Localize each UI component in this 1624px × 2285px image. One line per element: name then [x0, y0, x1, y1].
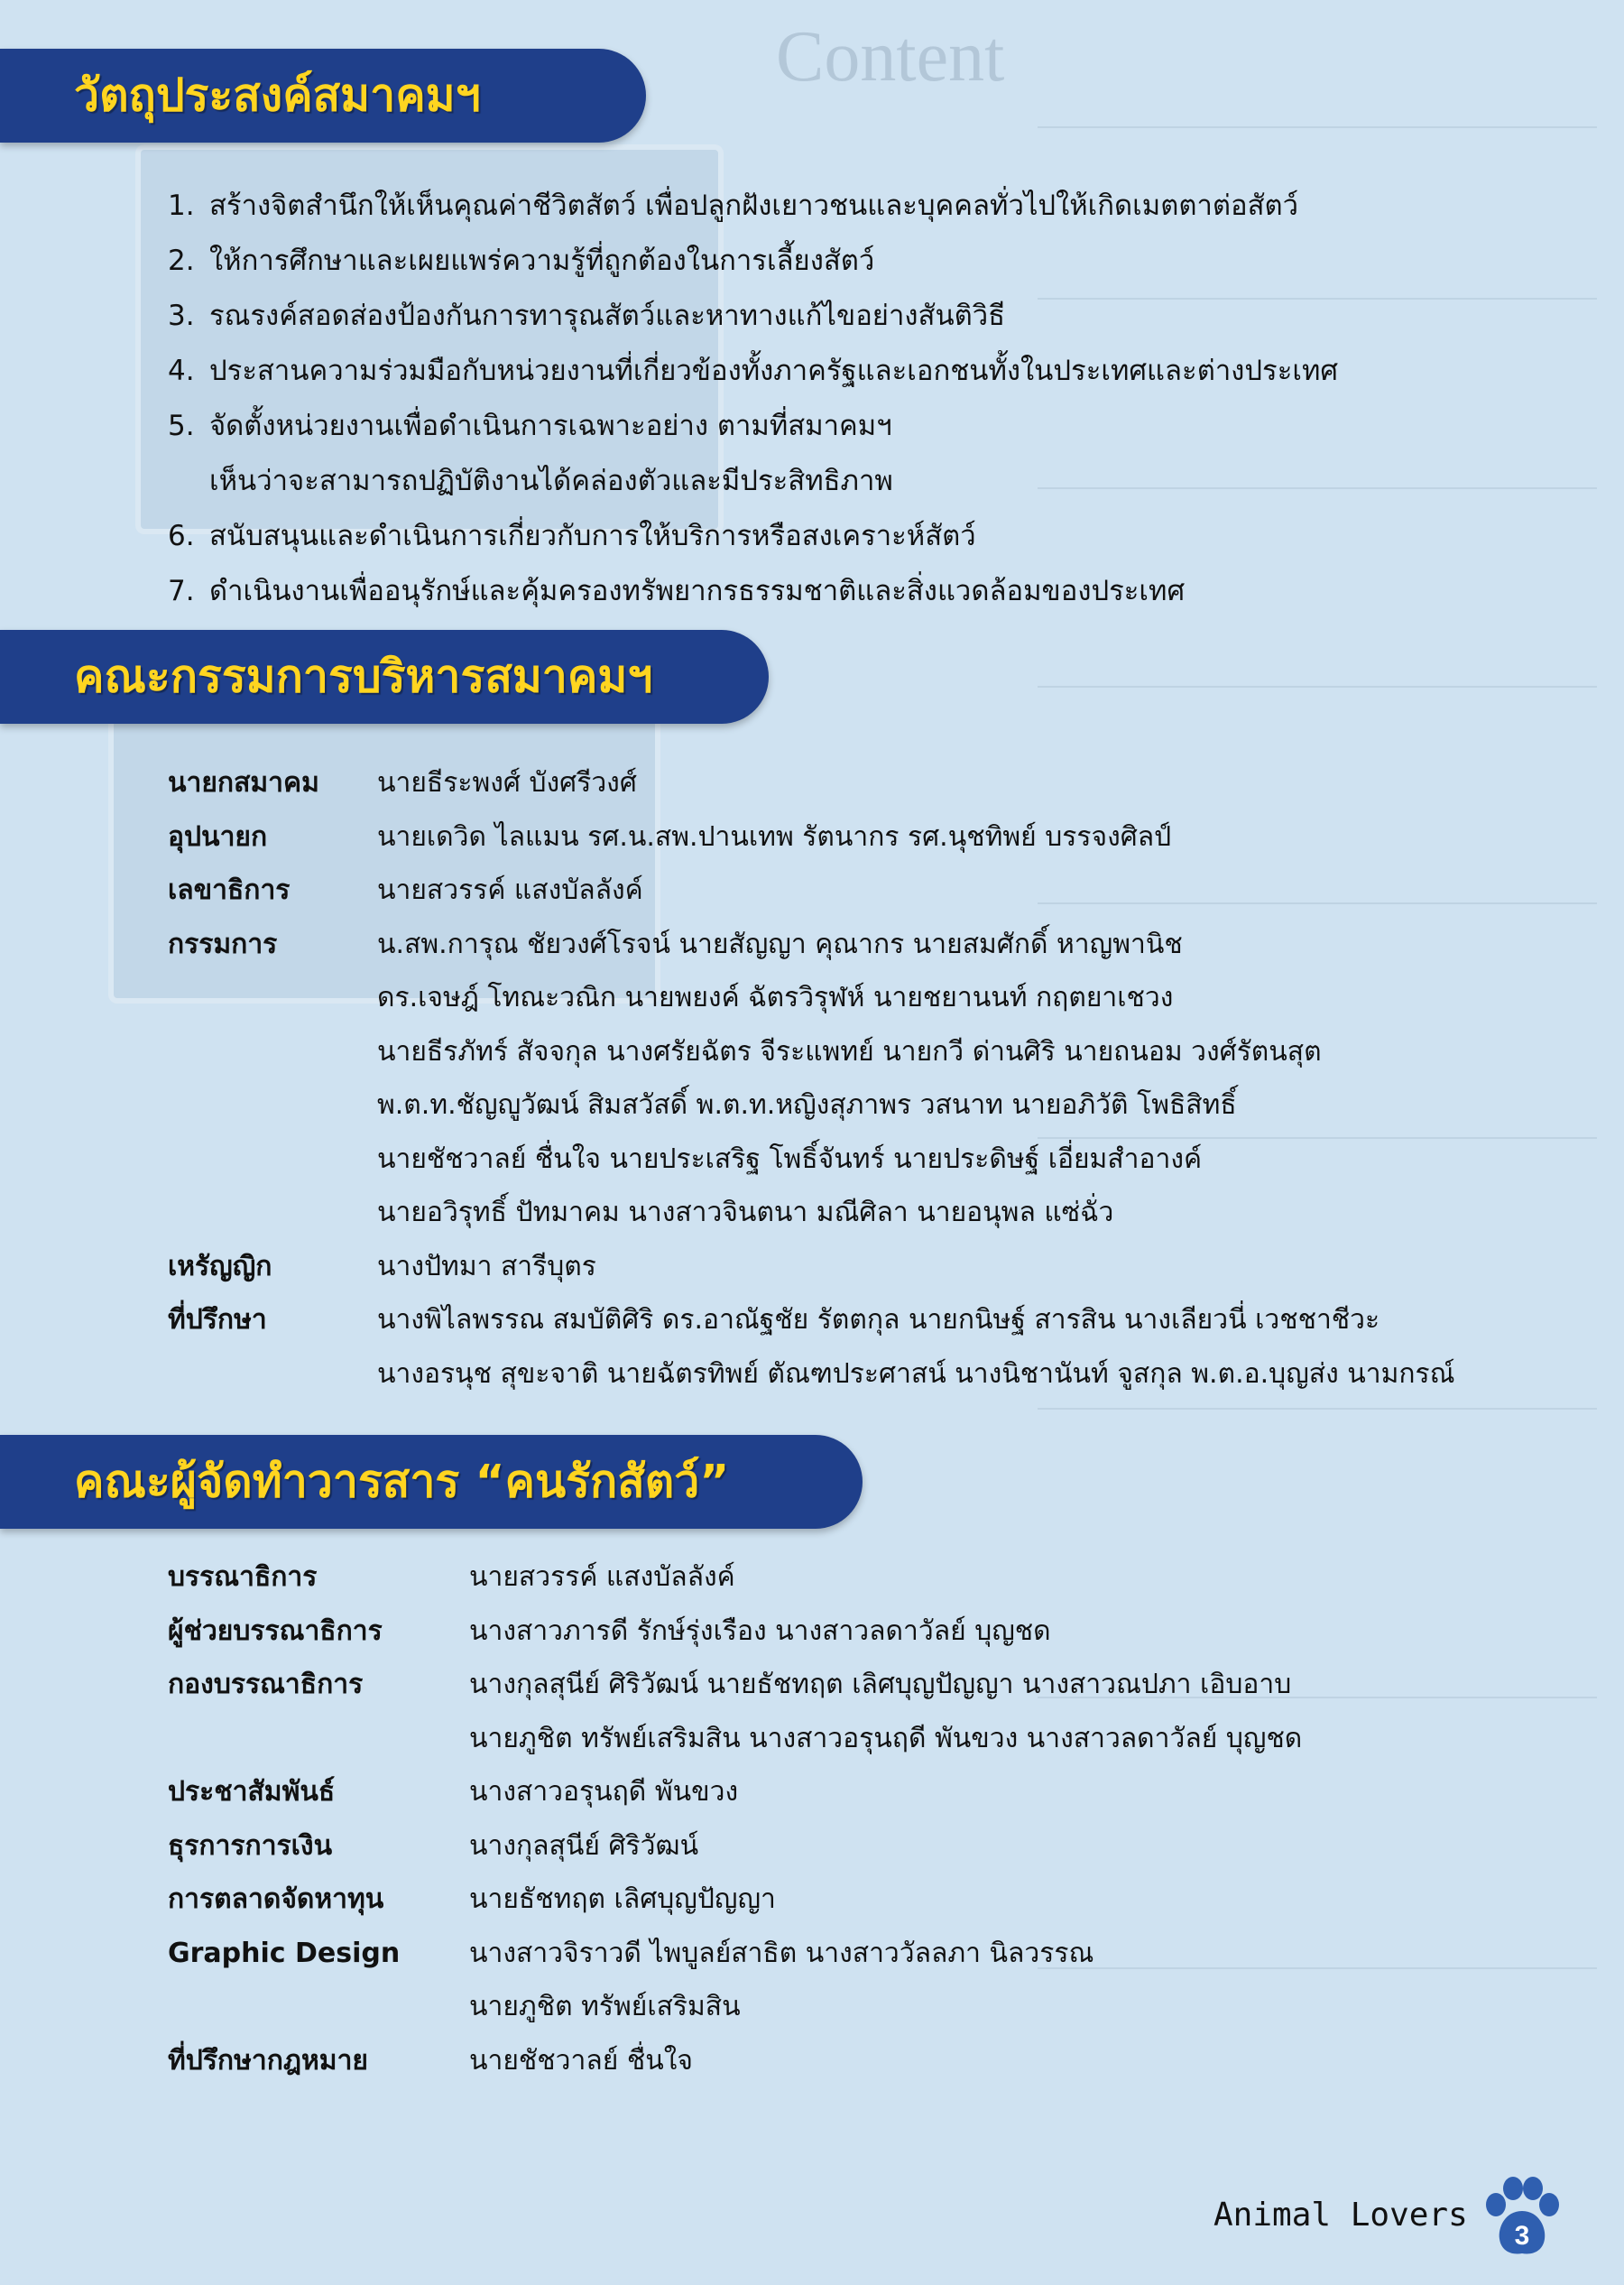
objective-text: รณรงค์สอดส่องป้องกันการทารุณสัตว์และหาทางแก้ไขอย่างสันติวิธี: [209, 300, 1006, 332]
objective-item: [168, 399, 1338, 509]
objective-item: [168, 234, 1338, 289]
objective-number: 6.: [168, 520, 195, 552]
staff-names: นางกุลสุนีย์ ศิริวัฒน์ นายธัชทฤต เลิศบุญปัญญา นางสาวณปภา เอิบอาบ นายภูชิต ทรัพย์เสริมสิน นางสาวอรุนฤดี พันขวง นางสาวลดาวัลย์ บุญชด: [469, 1669, 1303, 1754]
staff-names: นางสาวจิราวดี ไพบูลย์สาธิต นางสาววัลลภา นิลวรรณ นายภูชิต ทรัพย์เสริมสิน: [469, 1937, 1094, 2022]
staff-role: ธุรการการเงิน: [168, 1829, 333, 1862]
board-title: คณะกรรมการบริหารสมาคมฯ: [74, 650, 653, 703]
objective-number: 7.: [168, 575, 195, 607]
background-bleed-decoration: Content: [776, 17, 1005, 97]
board-names: นายธีระพงศ์ บังศรีวงศ์: [377, 767, 637, 799]
objectives-title: วัตถุประสงค์สมาคมฯ: [74, 69, 481, 122]
background-rule: [1038, 126, 1597, 128]
background-rule: [1038, 686, 1597, 688]
board-role: ที่ปรึกษา: [168, 1304, 267, 1336]
objective-item: [168, 509, 1338, 564]
staff-role: กองบรรณาธิการ: [168, 1669, 364, 1700]
board-names: นางพิไลพรรณ สมบัติศิริ ดร.อาณัฐชัย รัตตกุล นายกนิษฐ์ สารสิน นางเลียวนี่ เวชชาชีวะ นางอรนุช สุขะจาติ นายฉัตรทิพย์ ตัณฑประศาสน์ นางนิชานันท์ จูสกุล พ.ต.อ.บุญส่ง นามกรณ์: [377, 1304, 1455, 1390]
staff-banner: [0, 1435, 863, 1529]
staff-row: [168, 1873, 1302, 1927]
board-role: นายกสมาคม: [168, 767, 319, 799]
board-row: [168, 756, 1455, 810]
objective-number: 5.: [168, 410, 195, 442]
paw-icon: [1476, 2170, 1566, 2261]
staff-row: [168, 2034, 1302, 2088]
staff-names: นายชัชวาลย์ ชื่นใจ: [469, 2044, 693, 2077]
staff-row: [168, 1819, 1302, 1873]
staff-role: ประชาสัมพันธ์: [168, 1776, 336, 1808]
staff-title: คณะผู้จัดทำวารสาร “คนรักสัตว์”: [74, 1455, 730, 1508]
objective-text: ประสานความร่วมมือกับหน่วยงานที่เกี่ยวข้องทั้งภาครัฐและเอกชนทั้งในประเทศและต่างประเทศ: [209, 355, 1339, 387]
staff-role: การตลาดจัดหาทุน: [168, 1883, 384, 1915]
board-names: น.สพ.การุณ ชัยวงศ์โรจน์ นายสัญญา คุณากร นายสมศักดิ์ หาญพานิช ดร.เจษฎ์ โทณะวณิก นายพยงค์ ฉัตรวิรุฬห์ นายชยานนท์ กฤตยาเชวง นายธีรภัทร์ สัจจกุล นางศรัยฉัตร จีระแพทย์ นายกวี ด่านศิริ นายถนอม วงศ์รัตนสุต พ.ต.ท.ชัญญูวัฒน์ สิมสวัสดิ์ พ.ต.ท.หญิงสุภาพร วสนาท นายอภิวัติ โพธิสิทธิ์ นายชัชวาลย์ ชื่นใจ นายประเสริฐ โพธิ์จันทร์ นายประดิษฐ์ เอี่ยมสำอางค์ นายอวิรุทธิ์ ปัทมาคม นางสาวจินตนา มณีศิลา นายอนุพล แซ่ฉั่ว: [377, 928, 1322, 1228]
board-names: นายเดวิด ไลแมน รศ.น.สพ.ปานเทพ รัตนากร รศ.นุชทิพย์ บรรจงศิลป์: [377, 820, 1172, 853]
staff-role: บรรณาธิการ: [168, 1561, 318, 1593]
background-rule: [1038, 1408, 1597, 1410]
board-names: นางปัทมา สารีบุตร: [377, 1250, 596, 1282]
page-number: 3: [1514, 2221, 1530, 2251]
objective-item: [168, 344, 1338, 399]
staff-roster: [168, 1550, 1302, 2087]
board-roster: [168, 756, 1455, 1401]
staff-names: นางกุลสุนีย์ ศิริวัฒน์: [469, 1829, 699, 1862]
staff-role: ที่ปรึกษากฎหมาย: [168, 2044, 368, 2077]
objective-item: [168, 179, 1338, 234]
staff-row: [168, 1550, 1302, 1605]
board-role: อุปนายก: [168, 820, 268, 853]
staff-names: นางสาวอรุนฤดี พันขวง: [469, 1776, 739, 1808]
staff-names: นายธัชทฤต เลิศบุญปัญญา: [469, 1883, 776, 1915]
objectives-banner: [0, 49, 646, 143]
board-row: [168, 810, 1455, 865]
board-row: [168, 1240, 1455, 1294]
board-role: เหรัญญิก: [168, 1250, 272, 1282]
board-role: กรรมการ: [168, 928, 278, 960]
staff-names: นายสวรรค์ แสงบัลลังค์: [469, 1561, 735, 1593]
board-role: เลขาธิการ: [168, 874, 291, 906]
objective-item: [168, 564, 1338, 619]
staff-row: [168, 1658, 1302, 1765]
objective-text: สนับสนุนและดำเนินการเกี่ยวกับการให้บริการหรือสงเคราะห์สัตว์: [209, 520, 976, 552]
board-row: [168, 1293, 1455, 1401]
objective-number: 1.: [168, 190, 195, 222]
staff-role: Graphic Design: [168, 1937, 401, 1969]
objectives-list: [168, 179, 1338, 619]
staff-row: [168, 1927, 1302, 2034]
objective-text: ดำเนินงานเพื่ออนุรักษ์และคุ้มครองทรัพยากรธรรมชาติและสิ่งแวดล้อมของประเทศ: [209, 575, 1186, 607]
board-banner: [0, 630, 769, 724]
objective-number: 3.: [168, 300, 195, 332]
objective-text: ให้การศึกษาและเผยแพร่ความรู้ที่ถูกต้องในการเลี้ยงสัตว์: [209, 245, 875, 277]
staff-names: นางสาวภารดี รักษ์รุ่งเรือง นางสาวลดาวัลย์ บุญชด: [469, 1614, 1051, 1647]
magazine-name: Animal Lovers: [1213, 2197, 1468, 2234]
staff-role: ผู้ช่วยบรรณาธิการ: [168, 1614, 383, 1647]
board-names: นายสวรรค์ แสงบัลลังค์: [377, 874, 643, 906]
objective-number: 4.: [168, 355, 195, 387]
staff-row: [168, 1765, 1302, 1819]
objective-text: สร้างจิตสำนึกให้เห็นคุณค่าชีวิตสัตว์ เพื่อปลูกฝังเยาวชนและบุคคลทั่วไปให้เกิดเมตตาต่อสัตว์: [209, 190, 1299, 222]
objective-number: 2.: [168, 245, 195, 277]
board-row: [168, 918, 1455, 1240]
board-row: [168, 864, 1455, 918]
staff-row: [168, 1605, 1302, 1659]
objective-item: [168, 289, 1338, 344]
objective-text: จัดตั้งหน่วยงานเพื่อดำเนินการเฉพาะอย่าง ตามที่สมาคมฯ เห็นว่าจะสามารถปฏิบัติงานได้คล่องตัวและมีประสิทธิภาพ: [209, 410, 893, 497]
